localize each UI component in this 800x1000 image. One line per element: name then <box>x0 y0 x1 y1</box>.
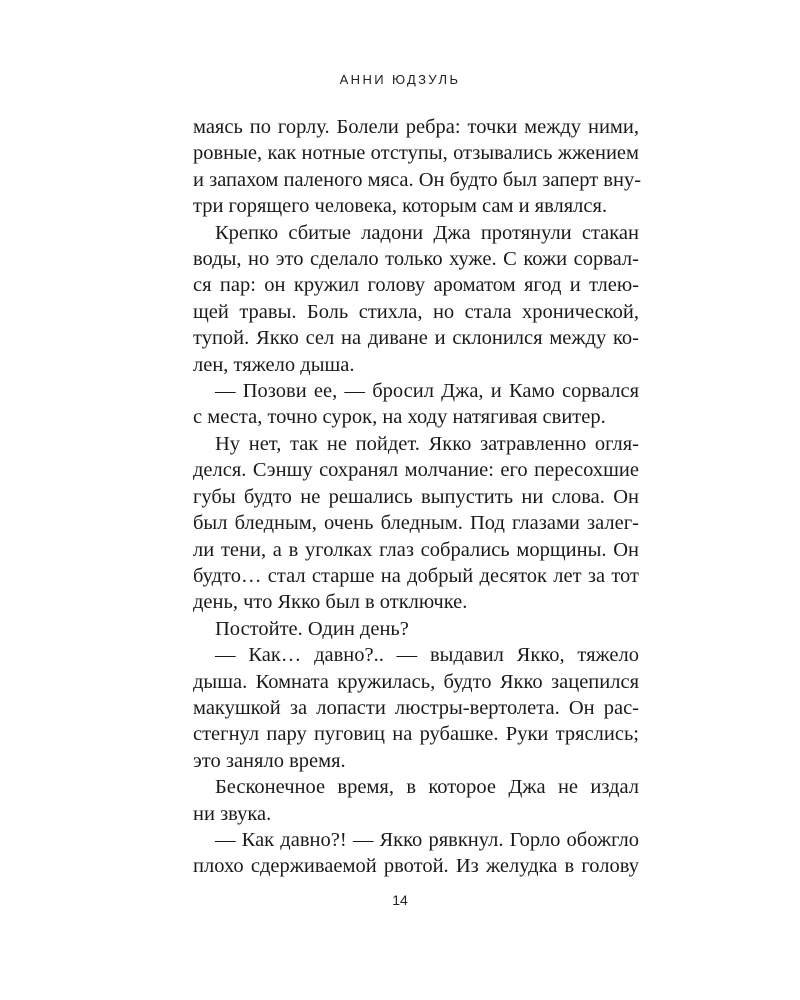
paragraph <box>193 220 639 378</box>
text-line: Ну нет, так не пойдет. Якко затравленно огля- <box>215 432 639 455</box>
text-line: воды, но это сделало только хуже. С кожи сорвал- <box>193 248 639 271</box>
text-line: ли тени, а в уголках глаз собрались морщины. Он <box>193 538 639 561</box>
text-line: лен, тяжело дыша. <box>193 353 355 376</box>
paragraph <box>193 642 639 774</box>
text-line: это заняло время. <box>193 749 346 772</box>
paragraph <box>193 827 639 880</box>
text-line: — Как давно?! — Якко рявкнул. Горло обожгло <box>215 828 639 851</box>
text-line: стегнул пару пуговиц на рубашке. Руки тряслись; <box>193 723 639 746</box>
text-line: ся пар: он кружил голову ароматом ягод и тлею- <box>193 274 639 297</box>
text-line: макушкой за лопасти люстры-вертолета. Он рас- <box>193 696 639 719</box>
text-line: был бледным, очень бледным. Под глазами залег- <box>193 512 639 535</box>
text-line: плохо сдерживаемой рвотой. Из желудка в голову <box>193 855 639 878</box>
text-line: и запахом паленого мяса. Он будто был заперт вну- <box>193 168 642 191</box>
text-line: губы будто не решались выпустить ни слова. Он <box>193 485 639 508</box>
text-line: три горящего человека, которым сам и являлся. <box>193 195 608 218</box>
text-line: дыша. Комната кружилась, будто Якко зацепился <box>193 670 639 693</box>
running-header-author: АННИ ЮДЗУЛЬ <box>339 72 461 87</box>
paragraph <box>193 114 642 220</box>
text-line: делся. Сэншу сохранял молчание: его пересохшие <box>193 459 639 482</box>
text-line: тупой. Якко сел на диване и склонился между ко- <box>193 327 639 350</box>
text-line: Крепко сбитые ладони Джа протянули стакан <box>215 221 639 244</box>
text-line: Бесконечное время, в которое Джа не издал <box>215 776 639 799</box>
text-line: ровные, как нотные отступы, отзывались жжением <box>193 142 639 165</box>
text-line: будто… стал старше на добрый десяток лет за тот <box>193 564 639 587</box>
text-line: — Позови ее, — бросил Джа, и Камо сорвался <box>215 380 639 403</box>
text-line: — Как… давно?.. — выдавил Якко, тяжело <box>215 644 639 667</box>
paragraph <box>193 378 639 431</box>
text-line: маясь по горлу. Болели ребра: точки между ними, <box>193 116 639 138</box>
paragraph <box>193 616 639 642</box>
page-number: 14 <box>392 892 408 908</box>
text-line: ни звука. <box>193 802 272 825</box>
text-line: щей травы. Боль стихла, но стала хронической, <box>193 300 639 323</box>
text-line: день, что Якко был в отключке. <box>193 591 468 614</box>
text-line: с места, точно сурок, на ходу натягивая свитер. <box>193 406 606 429</box>
paragraph <box>193 431 639 616</box>
paragraph <box>193 774 639 827</box>
body-text <box>193 114 642 880</box>
text-line: Постойте. Один день? <box>215 617 409 640</box>
